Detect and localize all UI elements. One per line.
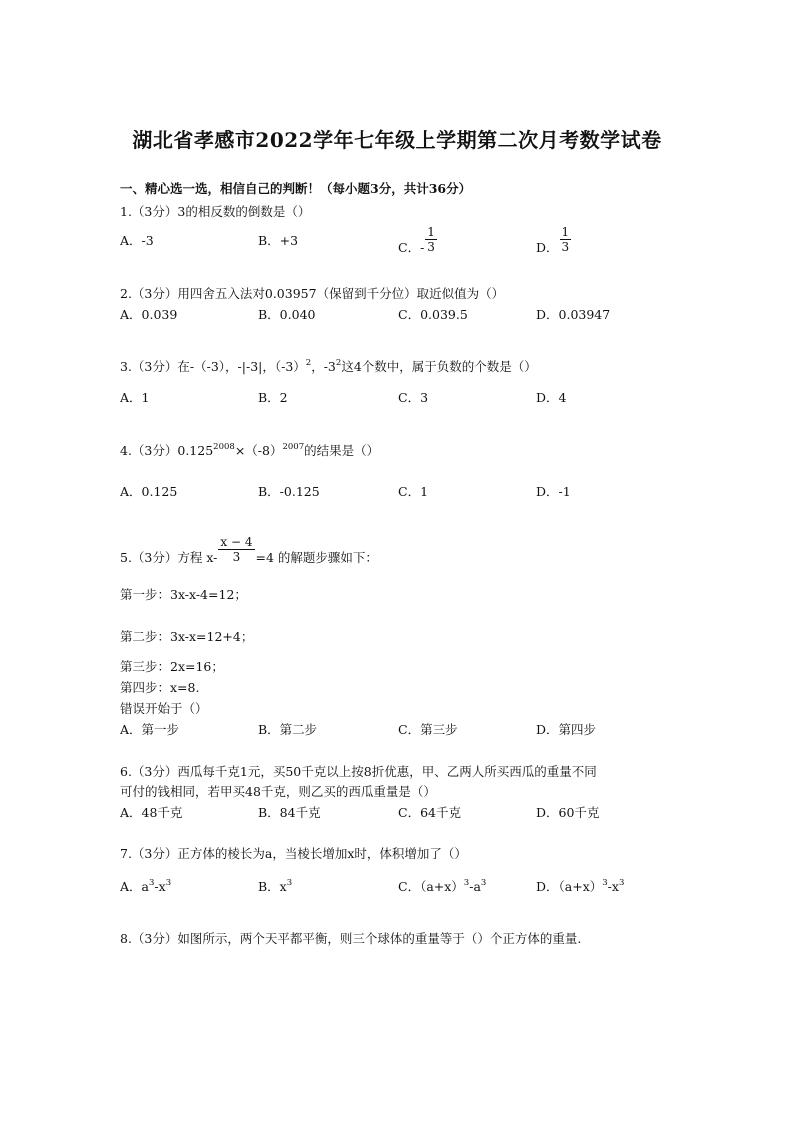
question-2-option-c: C．0.039.5 [398, 307, 468, 322]
option-text: -x [607, 879, 619, 894]
question-5-option-b: B．第二步 [258, 722, 318, 737]
question-4-option-b: B．-0.125 [258, 484, 320, 499]
question-5-stem [120, 536, 378, 566]
question-4-option-c: C．1 [398, 484, 429, 499]
exponent: 2 [335, 358, 342, 368]
option-text: -a [469, 879, 481, 894]
fraction [425, 225, 437, 255]
stem-text: 的结果是（） [304, 443, 380, 458]
page-title: 湖北省孝感市2022学年七年级上学期第二次月考数学试卷 [132, 128, 662, 152]
question-3-stem [120, 359, 537, 377]
question-5-step-1: 第一步：3x-x-4=12； [120, 587, 247, 602]
fraction-numerator: 1 [427, 225, 435, 239]
question-7-stem: 7.（3分）正方体的棱长为a，当棱长增加x时，体积增加了（） [120, 846, 467, 861]
exponent: 3 [602, 878, 608, 888]
question-1-option-a: A．-3 [120, 233, 154, 248]
question-2-option-a: A．0.039 [120, 307, 178, 322]
question-3-option-a: A．1 [120, 390, 150, 405]
question-2-option-d: D．0.03947 [536, 307, 611, 322]
question-1-option-d [536, 226, 572, 256]
question-6-option-b: B．84千克 [258, 805, 321, 820]
question-6-stem-line-1: 6.（3分）西瓜每千克1元，买50千克以上按8折优惠，甲、乙两人所买西瓜的重量不同 [120, 764, 597, 779]
question-7-option-b [258, 879, 292, 897]
question-7-option-a [120, 879, 171, 897]
stem-text: 3.（3分）在-（-3），-|-3|，（-3） [120, 359, 306, 374]
question-3-option-b: B．2 [258, 390, 288, 405]
section-heading: 一、精心选一选，相信自己的判断！（每小题3分，共计36分） [120, 181, 472, 196]
stem-text: 5.（3分）方程 x- [120, 549, 218, 565]
question-2-option-b: B．0.040 [258, 307, 316, 322]
question-5-error-prompt: 错误开始于（） [120, 701, 208, 716]
exponent: 3 [286, 878, 293, 888]
option-text: B．x [258, 879, 287, 894]
exponent: 3 [618, 878, 625, 888]
stem-text: 这4个数中，属于负数的个数是（） [341, 359, 537, 374]
question-6-option-c: C．64千克 [398, 805, 461, 820]
fraction [560, 225, 572, 255]
question-5-option-d: D．第四步 [536, 722, 597, 737]
question-3-option-d: D．4 [536, 390, 567, 405]
question-7-option-d [536, 879, 624, 897]
question-6-option-d: D．60千克 [536, 805, 600, 820]
question-4-option-d: D．-1 [536, 484, 571, 499]
option-text: D．（a+x） [536, 879, 603, 894]
exponent: 2007 [282, 442, 305, 452]
question-7-option-c [398, 879, 486, 897]
question-5-step-4: 第四步：x=8. [120, 680, 200, 695]
question-5-option-c: C．第三步 [398, 722, 458, 737]
option-c-label: C．- [398, 239, 425, 255]
question-2-stem: 2.（3分）用四舍五入法对0.03957（保留到千分位）取近似值为（） [120, 286, 505, 301]
question-3-option-c: C．3 [398, 390, 429, 405]
exponent: 3 [463, 878, 470, 888]
question-1-option-c [398, 226, 438, 256]
option-text: -x [154, 879, 166, 894]
stem-text: ，-3 [311, 359, 336, 374]
question-5-step-3: 第三步：2x=16； [120, 659, 224, 674]
option-d-label: D． [536, 239, 559, 255]
question-8-stem: 8.（3分）如图所示，两个天平都平衡，则三个球体的重量等于（）个正方体的重量. [120, 931, 582, 946]
exponent: 3 [480, 878, 487, 888]
fraction-denominator: 3 [232, 550, 241, 564]
question-1-option-b: B．+3 [258, 233, 299, 248]
question-5-option-a: A．第一步 [120, 722, 180, 737]
stem-text: ×（-8） [234, 443, 283, 458]
stem-text: =4 的解题步骤如下： [255, 549, 378, 565]
fraction-denominator: 3 [561, 240, 570, 254]
fraction-denominator: 3 [427, 240, 435, 254]
question-6-stem-line-2: 可付的钱相同，若甲买48千克，则乙买的西瓜重量是（） [120, 784, 436, 799]
question-4-option-a: A．0.125 [120, 484, 178, 499]
fraction-numerator: x − 4 [220, 535, 253, 549]
question-4-stem [120, 443, 379, 461]
exponent: 3 [165, 878, 172, 888]
exponent: 3 [148, 878, 155, 888]
stem-text: 4.（3分）0.125 [120, 443, 214, 458]
question-1-stem: 1.（3分）3的相反数的倒数是（） [120, 204, 311, 219]
exponent: 2 [305, 358, 312, 368]
option-text: A．a [120, 879, 149, 894]
question-5-step-2: 第二步：3x-x=12+4； [120, 629, 254, 644]
fraction [218, 535, 254, 565]
fraction-numerator: 1 [561, 225, 570, 239]
question-6-option-a: A．48千克 [120, 805, 183, 820]
exponent: 2008 [213, 442, 235, 452]
option-text: C．（a+x） [398, 879, 464, 894]
